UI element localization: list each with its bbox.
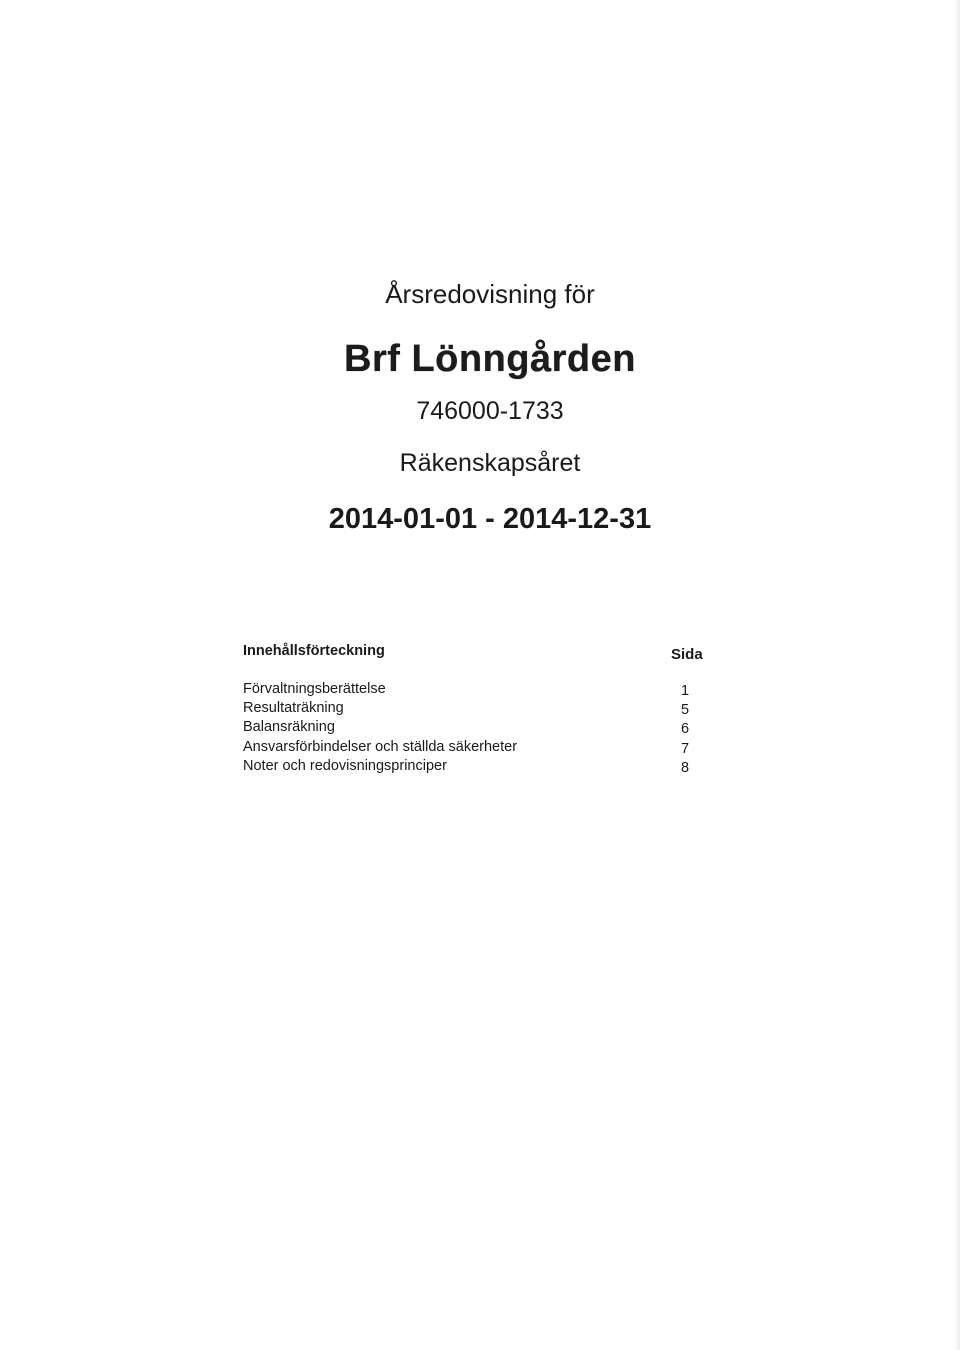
toc-item xyxy=(243,738,713,757)
fiscal-year-period: 2014-01-01 - 2014-12-31 xyxy=(328,503,652,535)
toc-item xyxy=(243,757,713,776)
toc-item xyxy=(243,680,713,699)
toc-item-page: 5 xyxy=(681,702,690,719)
toc-item xyxy=(243,718,713,737)
toc-page-header: Sida xyxy=(671,646,703,663)
toc-item-label: Balansräkning xyxy=(243,719,335,736)
toc-item-label: Ansvarsförbindelser och ställda säkerheter xyxy=(243,738,518,755)
toc-item-label: Förvaltningsberättelse xyxy=(243,681,386,697)
organization-number: 746000-1733 xyxy=(416,397,564,425)
toc-list xyxy=(243,680,713,776)
toc-item-page: 8 xyxy=(681,759,690,776)
organization-name: Brf Lönngården xyxy=(344,338,636,380)
table-of-contents xyxy=(243,640,713,776)
toc-item-label: Resultaträkning xyxy=(243,700,344,717)
toc-item xyxy=(243,699,713,718)
toc-item-page: 7 xyxy=(681,740,690,757)
toc-item-page: 6 xyxy=(681,721,690,738)
toc-title: Innehållsförteckning xyxy=(243,643,385,659)
toc-header xyxy=(243,640,713,680)
report-intro: Årsredovisning för xyxy=(385,279,595,309)
toc-item-page: 1 xyxy=(681,683,690,699)
fiscal-year-label: Räkenskapsåret xyxy=(399,449,581,477)
toc-item-label: Noter och redovisningsprinciper xyxy=(243,757,447,774)
page-edge-shadow xyxy=(954,0,960,1350)
